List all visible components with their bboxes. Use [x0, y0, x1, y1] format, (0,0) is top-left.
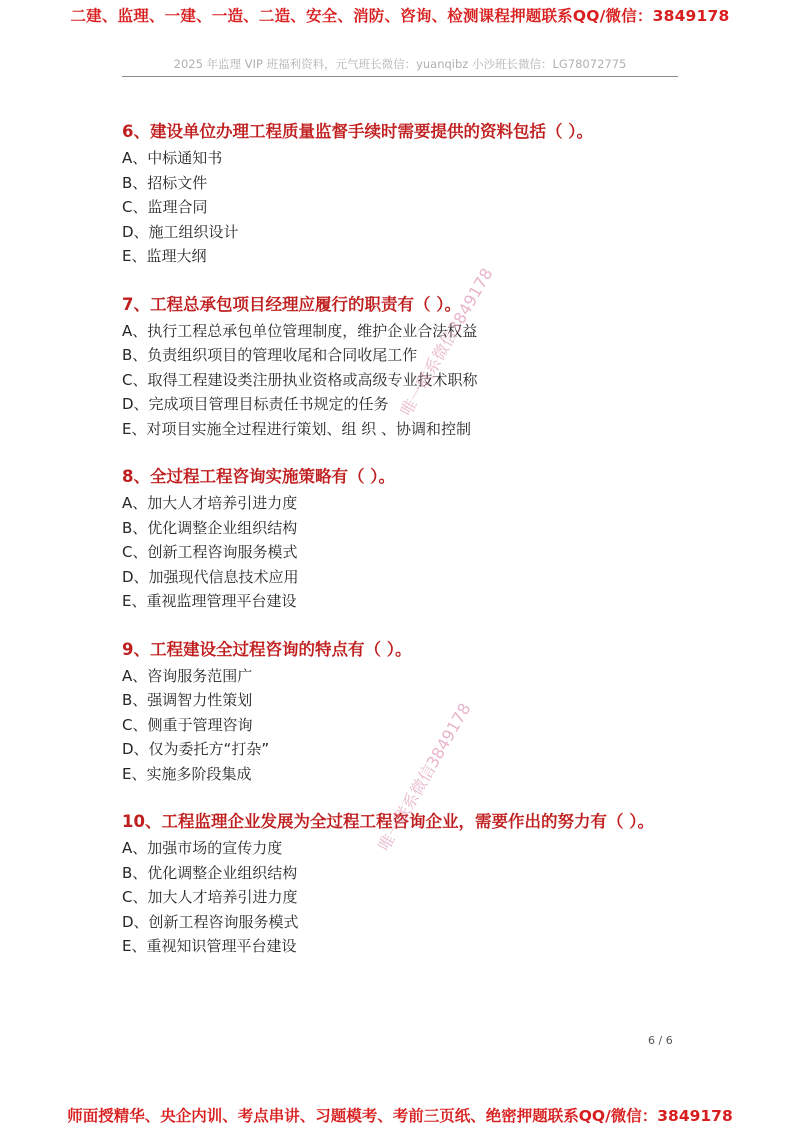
option-e: E、重视知识管理平台建设 [122, 937, 297, 955]
option-a: A、执行工程总承包单位管理制度，维护企业合法权益 [122, 321, 478, 340]
option-b: B、优化调整企业组织结构 [122, 863, 298, 882]
option-c: C、创新工程咨询服务模式 [122, 543, 298, 561]
question-7 [122, 293, 682, 442]
option-e: E、实施多阶段集成 [122, 764, 252, 783]
question-8 [122, 465, 682, 614]
watermark: 唯一联系微信3849178 [374, 699, 475, 855]
watermark: 唯一联系微信3849178 [396, 264, 497, 420]
option-c: C、加大人才培养引进力度 [122, 888, 298, 906]
question-6 [122, 120, 682, 269]
question-9 [122, 638, 682, 787]
question-title: 8、全过程工程咨询实施策略有（ ）。 [122, 467, 395, 486]
option-d: D、施工组织设计 [122, 222, 239, 241]
question-list [122, 120, 682, 983]
option-a: A、中标通知书 [122, 149, 223, 167]
option-b: B、优化调整企业组织结构 [122, 518, 298, 537]
option-e: E、对项目实施全过程进行策划、组 织 、协调和控制 [122, 419, 472, 438]
bottom-banner: 师面授精华、央企内训、考点串讲、习题模考、考前三页纸、绝密押题联系QQ/微信：3849178 [67, 1107, 733, 1125]
option-e: E、重视监理管理平台建设 [122, 592, 297, 610]
question-title: 9、工程建设全过程咨询的特点有（ ）。 [122, 639, 412, 659]
option-d: D、加强现代信息技术应用 [122, 567, 299, 586]
question-title: 7、工程总承包项目经理应履行的职责有（ ）。 [122, 294, 461, 314]
option-a: A、咨询服务范围广 [122, 666, 253, 685]
top-banner: 二建、监理、一建、一造、二造、安全、消防、咨询、检测课程押题联系QQ/微信：3849178 [70, 7, 730, 25]
option-e: E、监理大纲 [122, 247, 207, 265]
option-a: A、加大人才培养引进力度 [122, 494, 298, 512]
page-header: 2025 年监理 VIP 班福利资料，元气班长微信：yuanqibz 小沙班长微信：LG78072775 [173, 57, 627, 71]
option-b: B、强调智力性策划 [122, 691, 253, 709]
question-title: 6、建设单位办理工程质量监督手续时需要提供的资料包括（ ）。 [122, 122, 593, 141]
option-b: B、招标文件 [122, 173, 208, 192]
option-c: C、侧重于管理咨询 [122, 715, 253, 734]
option-c: C、取得工程建设类注册执业资格或高级专业技术职称 [122, 370, 478, 389]
question-title: 10、工程监理企业发展为全过程工程咨询企业，需要作出的努力有（ ）。 [122, 812, 654, 831]
page-number: 6 / 6 [648, 1034, 673, 1047]
option-b: B、负责组织项目的管理收尾和合同收尾工作 [122, 346, 418, 364]
option-a: A、加强市场的宣传力度 [122, 839, 283, 857]
option-d: D、完成项目管理目标责任书规定的任务 [122, 395, 389, 413]
header-divider [122, 76, 678, 77]
option-c: C、监理合同 [122, 198, 208, 216]
question-10 [122, 810, 682, 959]
option-d: D、仅为委托方“打杂” [122, 740, 270, 758]
option-d: D、创新工程咨询服务模式 [122, 912, 299, 931]
